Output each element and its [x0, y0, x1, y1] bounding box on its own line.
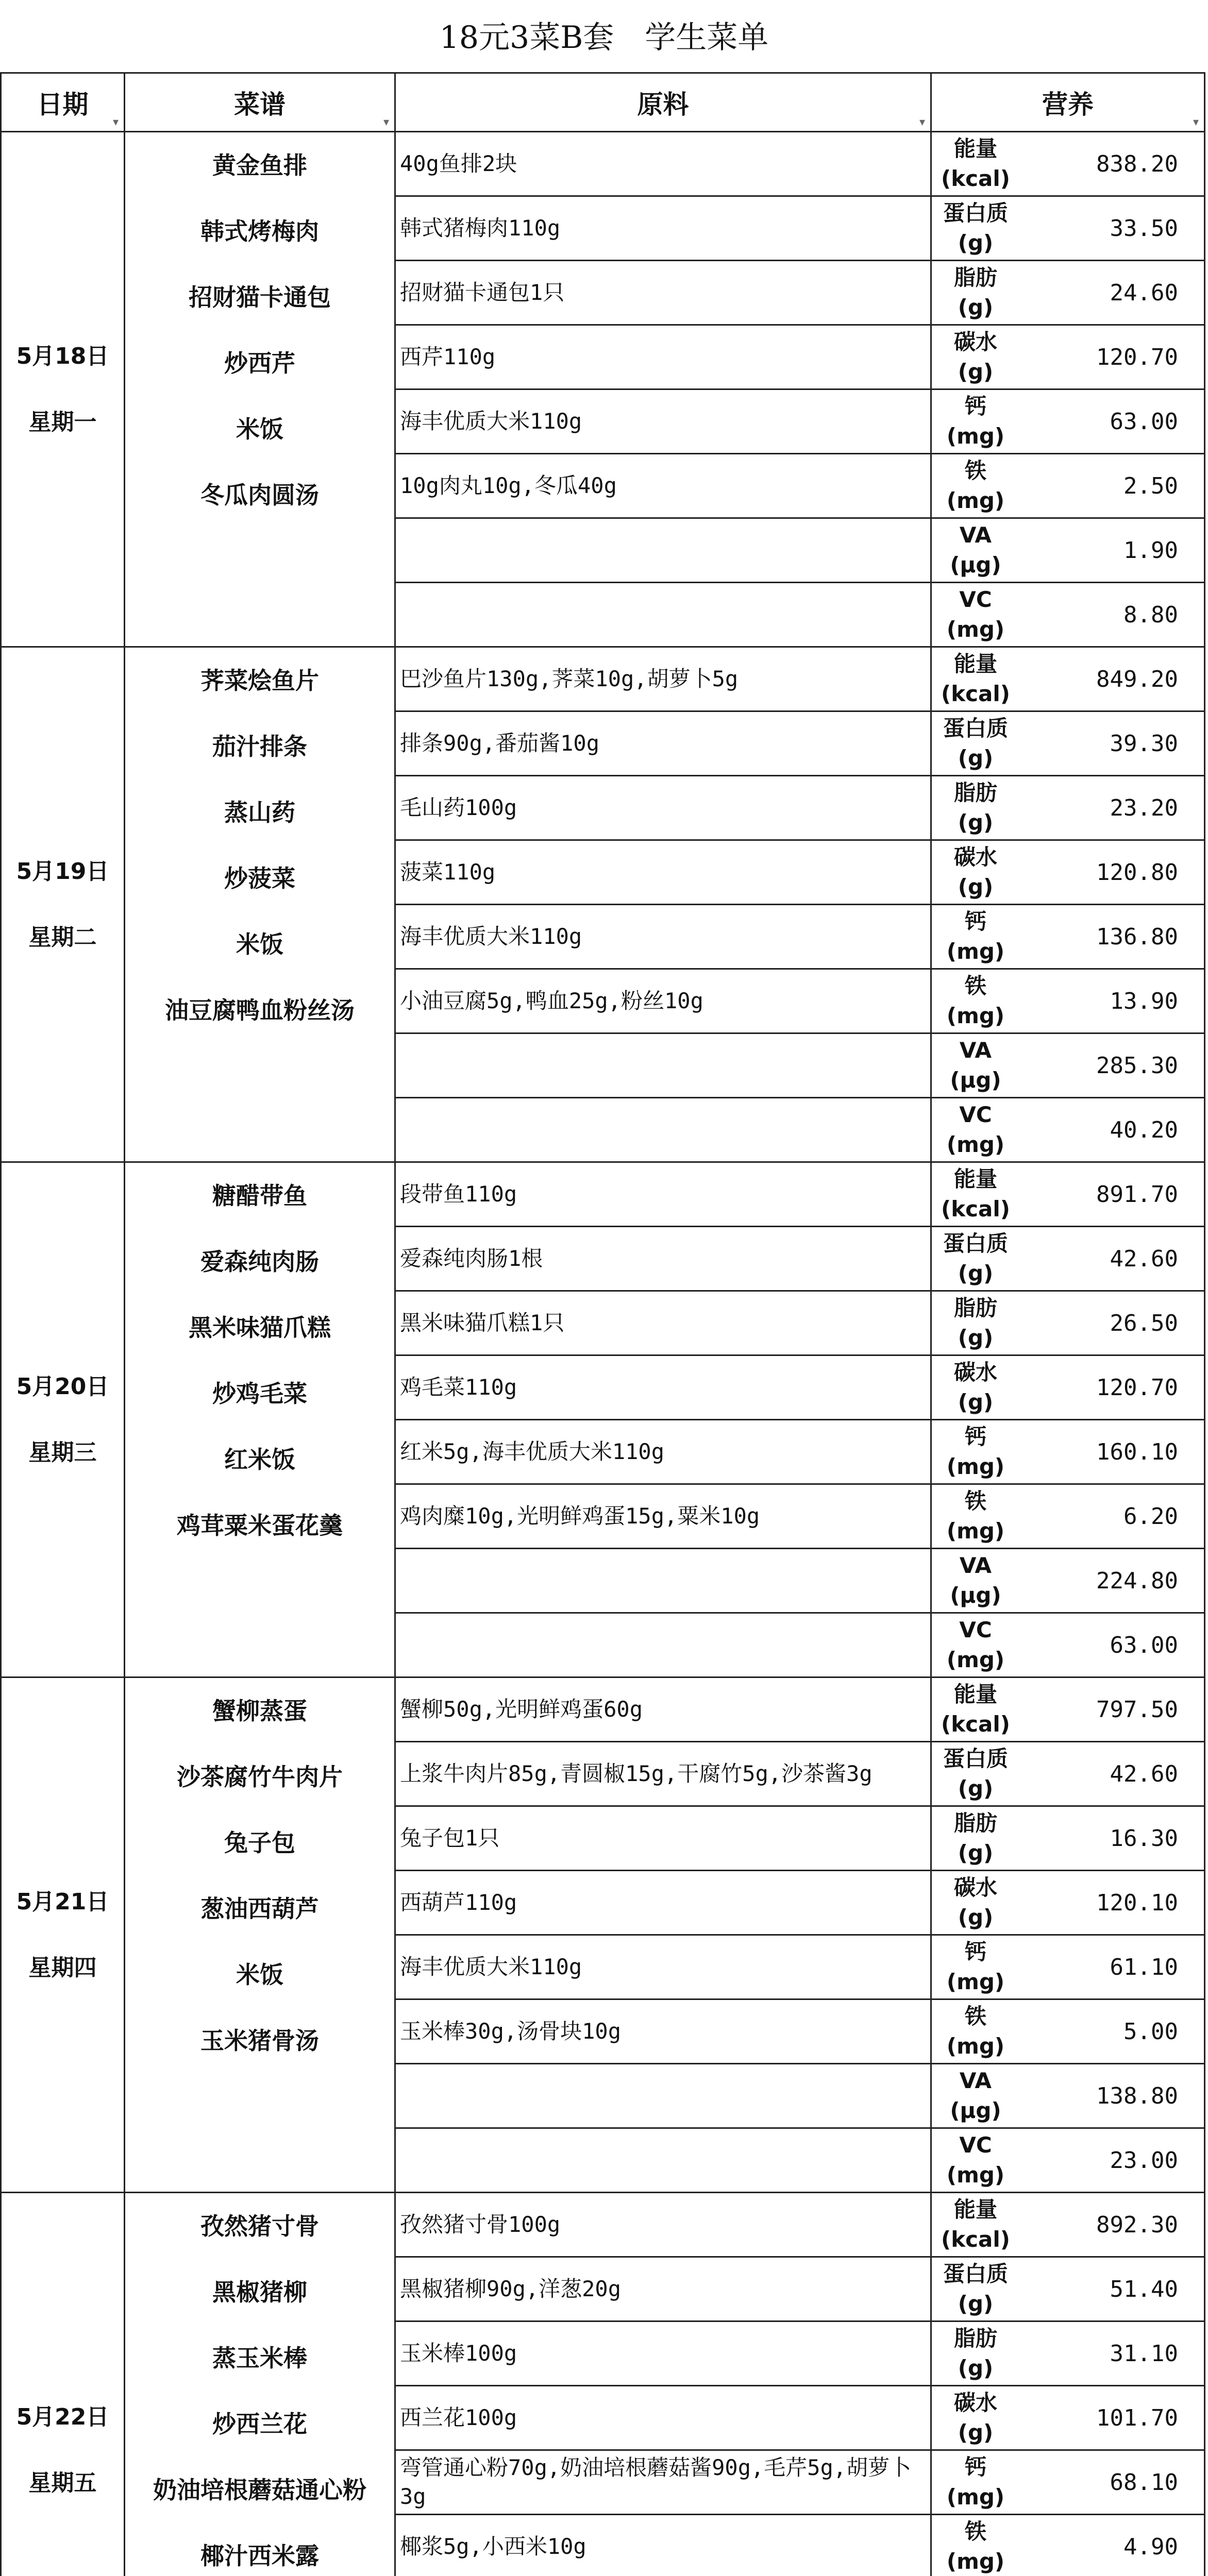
nutrient-value: 101.70	[1096, 2404, 1178, 2431]
ingredient-cell[interactable]: 黑米味猫爪糕1只	[395, 1291, 931, 1355]
dish-name: 黑椒猪柳	[212, 2278, 307, 2306]
ingredient-cell[interactable]: 兔子包1只	[395, 1806, 931, 1871]
ingredient-cell[interactable]: 菠菜110g	[395, 840, 931, 905]
nutrition-cell[interactable]	[931, 2515, 1205, 2576]
dish-name: 鸡茸粟米蛋花羹	[177, 1512, 343, 1539]
ingredient-cell[interactable]: 海丰优质大米110g	[395, 905, 931, 969]
nutrient-value: 1.90	[1123, 537, 1178, 564]
weekday-text: 星期三	[28, 1439, 97, 1466]
nutrition-cell[interactable]	[931, 2064, 1205, 2128]
nutrient-value: 8.80	[1123, 601, 1178, 628]
nutrient-label: 铁 (mg)	[946, 1488, 1005, 1544]
ingredient-cell[interactable]: 海丰优质大米110g	[395, 389, 931, 454]
nutrition-cell[interactable]	[931, 454, 1205, 518]
nutrient-label: 碳水 (g)	[953, 1360, 997, 1415]
nutrition-cell[interactable]	[931, 1227, 1205, 1291]
nutrient-value: 120.70	[1096, 1374, 1178, 1401]
nutrient-value: 160.10	[1096, 1438, 1178, 1465]
dish-name: 黄金鱼排	[212, 151, 307, 179]
weekday-text: 星期二	[28, 924, 97, 951]
nutrient-label: 碳水 (g)	[953, 1875, 997, 1930]
nutrition-cell[interactable]	[931, 2321, 1205, 2386]
nutrition-cell[interactable]	[931, 1355, 1205, 1420]
nutrition-cell[interactable]	[931, 1484, 1205, 1549]
dish-name: 蟹柳蒸蛋	[212, 1697, 307, 1725]
dishes-cell[interactable]	[125, 2193, 395, 2576]
dishes-cell[interactable]	[125, 1162, 395, 1677]
nutrient-value: 2.50	[1123, 472, 1178, 499]
dish-name: 米饭	[236, 415, 283, 443]
day-cell[interactable]	[1, 132, 125, 647]
nutrition-cell[interactable]	[931, 1420, 1205, 1484]
nutrient-label: 能量 (kcal)	[941, 651, 1010, 706]
nutrient-value: 33.50	[1110, 215, 1178, 242]
nutrient-label: 铁 (mg)	[946, 2004, 1005, 2059]
nutrient-label: 蛋白质 (g)	[943, 2261, 1008, 2316]
nutrient-value: 4.90	[1123, 2533, 1178, 2560]
nutrition-cell[interactable]	[931, 1742, 1205, 1806]
nutrient-label: 钙 (mg)	[946, 1939, 1005, 1994]
nutrition-cell[interactable]	[931, 1162, 1205, 1227]
ingredient-cell[interactable]: 西芹110g	[395, 325, 931, 389]
nutrient-label: VC (mg)	[946, 1102, 1005, 1157]
nutrient-label: 脂肪 (g)	[953, 2326, 997, 2381]
menu-table	[0, 72, 1205, 2576]
nutrient-value: 24.60	[1110, 279, 1178, 306]
header-row	[1, 73, 1205, 132]
nutrition-cell[interactable]	[931, 261, 1205, 325]
ingredient-cell[interactable]: 海丰优质大米110g	[395, 1935, 931, 1999]
nutrient-value: 285.30	[1096, 1052, 1178, 1079]
dish-name: 炒西芹	[224, 349, 295, 377]
dish-name: 蒸玉米棒	[212, 2344, 307, 2372]
nutrition-cell[interactable]	[931, 969, 1205, 1033]
nutrient-label: 脂肪 (g)	[953, 1810, 997, 1866]
nutrient-value: 797.50	[1096, 1696, 1178, 1723]
day-cell[interactable]	[1, 647, 125, 1162]
ingredient-cell[interactable]: 红米5g,海丰优质大米110g	[395, 1420, 931, 1484]
nutrient-label: 蛋白质 (g)	[943, 1746, 1008, 1801]
nutrient-label: VC (mg)	[946, 2132, 1005, 2188]
table-row	[1, 2193, 1205, 2257]
nutrition-cell[interactable]	[931, 1871, 1205, 1935]
nutrient-value: 224.80	[1096, 1567, 1178, 1594]
nutrient-value: 39.30	[1110, 730, 1178, 757]
nutrition-cell[interactable]	[931, 1999, 1205, 2064]
nutrient-label: VC (mg)	[946, 587, 1005, 642]
nutrition-cell[interactable]	[931, 132, 1205, 196]
nutrient-label: 铁 (mg)	[946, 973, 1005, 1028]
dish-name: 红米饭	[224, 1446, 295, 1473]
dishes-cell[interactable]	[125, 1677, 395, 2193]
nutrient-value: 136.80	[1096, 923, 1178, 950]
nutrition-cell[interactable]	[931, 196, 1205, 261]
nutrient-label: 蛋白质 (g)	[943, 716, 1008, 771]
nutrient-value: 42.60	[1110, 1760, 1178, 1787]
nutrition-cell[interactable]	[931, 2193, 1205, 2257]
nutrient-label: 钙 (mg)	[946, 394, 1005, 449]
nutrient-label: 钙 (mg)	[946, 2454, 1005, 2510]
page-title: 18元3菜B套 学生菜单	[439, 20, 769, 56]
dish-name: 炒菠菜	[224, 865, 295, 892]
nutrient-value: 838.20	[1096, 150, 1178, 177]
ingredient-cell[interactable]: 黑椒猪柳90g,洋葱20g	[395, 2257, 931, 2321]
ingredient-cell[interactable]: 玉米棒30g,汤骨块10g	[395, 1999, 931, 2064]
nutrient-label: 碳水 (g)	[953, 2390, 997, 2445]
filter-dropdown-icon[interactable]: ▾	[112, 116, 119, 129]
nutrient-label: 蛋白质 (g)	[943, 200, 1008, 256]
dish-name: 奶油培根蘑菇通心粉	[153, 2476, 366, 2504]
nutrient-value: 63.00	[1110, 1632, 1178, 1658]
ingredient-cell[interactable]: 西兰花100g	[395, 2386, 931, 2450]
nutrition-cell[interactable]	[931, 1033, 1205, 1098]
day-cell[interactable]	[1, 1162, 125, 1677]
dish-name: 炒鸡毛菜	[212, 1380, 307, 1408]
dish-name: 沙茶腐竹牛肉片	[177, 1763, 343, 1791]
nutrient-value: 891.70	[1096, 1181, 1178, 1208]
nutrition-cell[interactable]	[931, 1291, 1205, 1355]
dish-name: 油豆腐鸭血粉丝汤	[165, 996, 355, 1024]
dish-name: 黑米味猫爪糕	[189, 1314, 331, 1342]
nutrient-value: 138.80	[1096, 2082, 1178, 2109]
nutrient-value: 892.30	[1096, 2211, 1178, 2238]
filter-dropdown-icon[interactable]: ▾	[383, 116, 389, 129]
dishes-cell[interactable]	[125, 132, 395, 647]
nutrient-value: 6.20	[1123, 1503, 1178, 1530]
dish-name: 荠菜烩鱼片	[200, 667, 319, 694]
dishes-cell[interactable]	[125, 647, 395, 1162]
ingredient-cell[interactable]: 玉米棒100g	[395, 2321, 931, 2386]
day-cell[interactable]	[1, 1677, 125, 2193]
nutrient-value: 849.20	[1096, 666, 1178, 692]
weekday-text: 星期一	[28, 409, 97, 435]
dish-name: 韩式烤梅肉	[200, 217, 319, 245]
nutrition-cell[interactable]	[931, 840, 1205, 905]
nutrient-value: 120.80	[1096, 859, 1178, 886]
nutrient-label: 铁 (mg)	[946, 2519, 1005, 2574]
nutrient-value: 26.50	[1110, 1310, 1178, 1336]
nutrient-value: 63.00	[1110, 408, 1178, 435]
nutrition-cell[interactable]	[931, 776, 1205, 840]
ingredient-cell[interactable]: 鸡毛菜110g	[395, 1355, 931, 1420]
nutrition-cell[interactable]	[931, 711, 1205, 776]
ingredient-cell[interactable]: 小油豆腐5g,鸭血25g,粉丝10g	[395, 969, 931, 1033]
ingredient-cell[interactable]: 蟹柳50g,光明鲜鸡蛋60g	[395, 1677, 931, 1742]
nutrient-label: 能量 (kcal)	[941, 136, 1010, 191]
ingredient-cell[interactable]	[395, 518, 931, 583]
table-row	[1, 1162, 1205, 1227]
nutrition-cell[interactable]	[931, 1935, 1205, 1999]
ingredient-cell[interactable]	[395, 2128, 931, 2193]
ingredient-cell[interactable]: 排条90g,番茄酱10g	[395, 711, 931, 776]
nutrient-label: 脂肪 (g)	[953, 780, 997, 835]
nutrition-cell[interactable]	[931, 2257, 1205, 2321]
ingredient-cell[interactable]: 巴沙鱼片130g,荠菜10g,胡萝卜5g	[395, 647, 931, 711]
nutrient-value: 68.10	[1110, 2469, 1178, 2496]
nutrient-label: 碳水 (g)	[953, 844, 997, 900]
dish-name: 葱油西葫芦	[200, 1895, 319, 1923]
ingredient-cell[interactable]	[395, 583, 931, 647]
nutrition-cell[interactable]	[931, 583, 1205, 647]
date-text: 5月18日	[16, 343, 109, 369]
nutrient-label: VA (μg)	[950, 2068, 1001, 2123]
ingredient-cell[interactable]	[395, 1613, 931, 1677]
nutrient-label: 铁 (mg)	[946, 458, 1005, 513]
date-text: 5月19日	[16, 858, 109, 885]
ingredient-cell[interactable]: 孜然猪寸骨100g	[395, 2193, 931, 2257]
header-menu[interactable]: 菜谱 ▾	[125, 73, 395, 132]
ingredient-cell[interactable]: 招财猫卡通包1只	[395, 261, 931, 325]
dish-name: 蒸山药	[224, 799, 295, 826]
day-cell[interactable]	[1, 2193, 125, 2576]
ingredient-cell[interactable]	[395, 1549, 931, 1613]
nutrient-value: 51.40	[1110, 2276, 1178, 2302]
filter-dropdown-icon[interactable]: ▾	[1193, 116, 1199, 129]
date-text: 5月20日	[16, 1373, 109, 1400]
ingredient-cell[interactable]: 弯管通心粉70g,奶油培根蘑菇酱90g,毛芹5g,胡萝卜3g	[395, 2450, 931, 2515]
ingredient-cell[interactable]: 毛山药100g	[395, 776, 931, 840]
ingredient-cell[interactable]	[395, 1098, 931, 1162]
dish-name: 玉米猪骨汤	[200, 2027, 319, 2055]
nutrient-label: 脂肪 (g)	[953, 1295, 997, 1350]
dish-name: 糖醋带鱼	[212, 1182, 307, 1210]
nutrient-value: 5.00	[1123, 2018, 1178, 2045]
dish-name: 米饭	[236, 930, 283, 958]
ingredient-cell[interactable]: 40g鱼排2块	[395, 132, 931, 196]
nutrition-cell[interactable]	[931, 1677, 1205, 1742]
nutrient-value: 16.30	[1110, 1825, 1178, 1852]
nutrient-label: VA (μg)	[950, 522, 1001, 578]
nutrient-label: VC (mg)	[946, 1617, 1005, 1672]
nutrient-label: 能量 (kcal)	[941, 1166, 1010, 1222]
nutrient-label: 能量 (kcal)	[941, 2197, 1010, 2252]
nutrition-cell[interactable]	[931, 1613, 1205, 1677]
ingredient-cell[interactable]	[395, 1033, 931, 1098]
nutrient-value: 120.70	[1096, 344, 1178, 370]
nutrition-cell[interactable]	[931, 1098, 1205, 1162]
ingredient-cell[interactable]: 10g肉丸10g,冬瓜40g	[395, 454, 931, 518]
nutrition-cell[interactable]	[931, 518, 1205, 583]
nutrition-cell[interactable]	[931, 905, 1205, 969]
date-text: 5月22日	[16, 2403, 109, 2430]
nutrient-value: 23.00	[1110, 2147, 1178, 2174]
nutrient-label: 脂肪 (g)	[953, 265, 997, 320]
ingredient-cell[interactable]: 鸡肉糜10g,光明鲜鸡蛋15g,粟米10g	[395, 1484, 931, 1549]
nutrient-label: 钙 (mg)	[946, 909, 1005, 964]
dish-name: 椰汁西米露	[200, 2542, 319, 2570]
nutrition-cell[interactable]	[931, 2450, 1205, 2515]
weekday-text: 星期五	[28, 2469, 97, 2496]
filter-dropdown-icon[interactable]: ▾	[919, 116, 925, 129]
table-row	[1, 1677, 1205, 1742]
table-row	[1, 132, 1205, 196]
ingredient-cell[interactable]: 韩式猪梅肉110g	[395, 196, 931, 261]
nutrient-label: 钙 (mg)	[946, 1424, 1005, 1479]
nutrition-cell[interactable]	[931, 1549, 1205, 1613]
nutrition-cell[interactable]	[931, 389, 1205, 454]
nutrient-value: 40.20	[1110, 1116, 1178, 1143]
nutrition-cell[interactable]	[931, 1806, 1205, 1871]
dish-name: 米饭	[236, 1961, 283, 1989]
ingredient-cell[interactable]: 段带鱼110g	[395, 1162, 931, 1227]
nutrition-cell[interactable]	[931, 2386, 1205, 2450]
nutrition-cell[interactable]	[931, 647, 1205, 711]
dish-name: 冬瓜肉圆汤	[200, 481, 319, 509]
nutrient-label: VA (μg)	[950, 1038, 1001, 1093]
ingredient-cell[interactable]: 上浆牛肉片85g,青圆椒15g,干腐竹5g,沙茶酱3g	[395, 1742, 931, 1806]
dish-name: 兔子包	[224, 1829, 295, 1857]
nutrient-value: 23.20	[1110, 794, 1178, 821]
nutrient-value: 61.10	[1110, 1954, 1178, 1980]
header-ingredients[interactable]: 原料 ▾	[395, 73, 931, 132]
nutrient-label: 碳水 (g)	[953, 329, 997, 384]
ingredient-cell[interactable]: 椰浆5g,小西米10g	[395, 2515, 931, 2576]
header-nutrition[interactable]: 营养 ▾	[931, 73, 1205, 132]
dish-name: 茄汁排条	[212, 733, 307, 760]
nutrition-cell[interactable]	[931, 2128, 1205, 2193]
table-row	[1, 647, 1205, 711]
date-text: 5月21日	[16, 1888, 109, 1915]
nutrient-value: 13.90	[1110, 988, 1178, 1014]
nutrient-label: VA (μg)	[950, 1553, 1001, 1608]
dish-name: 孜然猪寸骨	[200, 2212, 319, 2240]
header-date[interactable]: 日期 ▾	[1, 73, 125, 132]
ingredient-cell[interactable]	[395, 2064, 931, 2128]
nutrient-label: 能量 (kcal)	[941, 1682, 1010, 1737]
nutrient-label: 蛋白质 (g)	[943, 1231, 1008, 1286]
ingredient-cell[interactable]: 爱森纯肉肠1根	[395, 1227, 931, 1291]
dish-name: 招财猫卡通包	[189, 283, 331, 311]
nutrient-value: 31.10	[1110, 2340, 1178, 2367]
nutrient-value: 120.10	[1096, 1889, 1178, 1916]
ingredient-cell[interactable]: 西葫芦110g	[395, 1871, 931, 1935]
dish-name: 炒西兰花	[212, 2410, 307, 2438]
weekday-text: 星期四	[28, 1954, 97, 1981]
nutrition-cell[interactable]	[931, 325, 1205, 389]
nutrient-value: 42.60	[1110, 1245, 1178, 1272]
dish-name: 爱森纯肉肠	[200, 1248, 319, 1276]
